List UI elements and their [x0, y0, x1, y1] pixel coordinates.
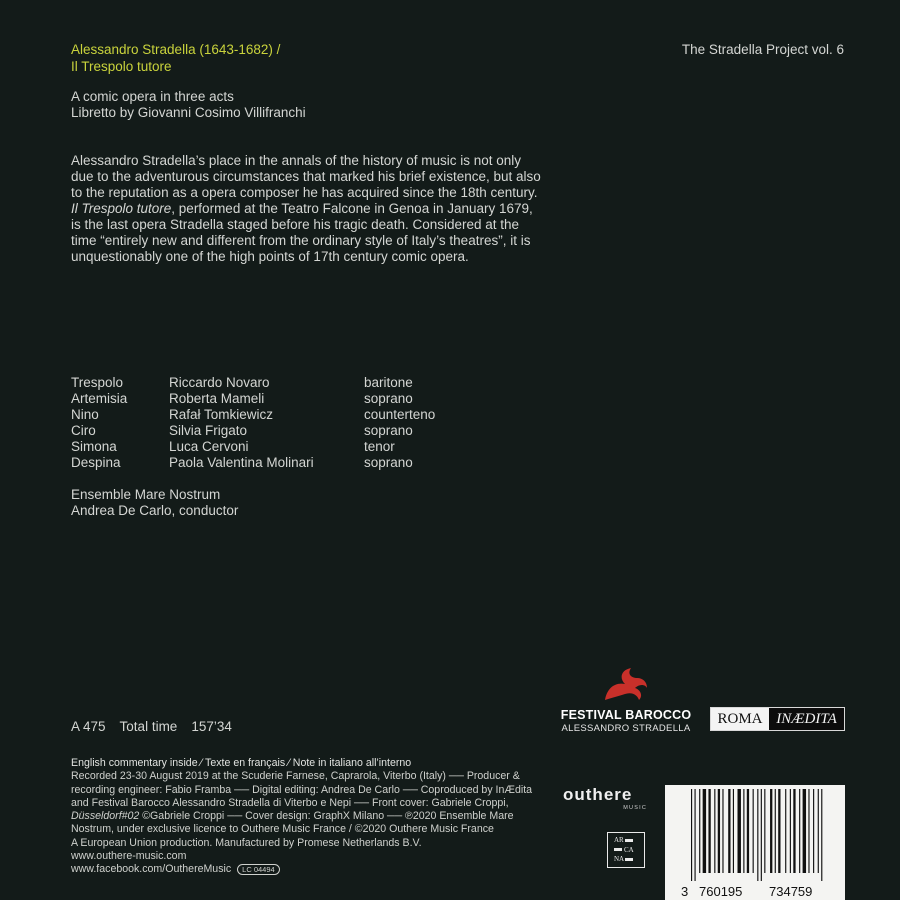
cast-list	[71, 375, 491, 471]
cast-role: Trespolo	[71, 375, 124, 390]
cast-voice: tenor	[364, 439, 395, 454]
barcode-bar	[803, 789, 806, 873]
barcode-group-2: 734759	[769, 884, 813, 899]
festival-flame-icon	[601, 666, 651, 702]
cast-voice: soprano	[364, 455, 413, 470]
arcana-line-1: AR	[614, 836, 644, 846]
project-volume: The Stradella Project vol. 6	[681, 42, 844, 57]
barcode-bar	[743, 789, 744, 873]
outhere-name: outhere	[563, 785, 633, 804]
roma-logo-right: INÆDITA	[769, 708, 844, 730]
cast-row	[71, 375, 491, 391]
barcode-bar	[821, 789, 822, 881]
catalog-number: A 475	[71, 719, 106, 734]
barcode-bars	[665, 785, 845, 900]
cast-row	[71, 407, 491, 423]
outhere-logo	[563, 786, 647, 811]
cast-role: Nino	[71, 407, 99, 422]
cast-singer: Roberta Mameli	[169, 391, 265, 406]
ensemble-name: Ensemble Mare Nostrum	[71, 487, 221, 502]
opera-title: Il Trespolo tutore	[71, 59, 172, 74]
cast-singer: Rafał Tomkiewicz	[169, 407, 274, 422]
total-time-value: 157’34	[191, 719, 232, 734]
barcode-bar	[718, 789, 720, 873]
arcana-line-2: CA	[614, 846, 644, 856]
barcode-bar	[813, 789, 814, 873]
description-italic-title: Il Trespolo tutore	[71, 201, 172, 216]
barcode-bar	[793, 789, 795, 873]
barcode-bar	[799, 789, 800, 873]
cast-voice: soprano	[364, 391, 413, 406]
cast-row	[71, 423, 491, 439]
barcode-bar	[775, 789, 776, 873]
cast-voice: counterteno	[364, 407, 436, 422]
description-part1: Alessandro Stradella’s place in the annals of the history of music is not only due to the adventurous circumstances that marked his brief existence, but also to the reputation as a opera composer he has acquired since the 18th century.	[71, 153, 541, 200]
credits-text-2: ©Gabriele Croppi ── Cover design: GraphX Milano ── ℗2020 Ensemble Mare Nostrum, under exclusive licence to Outhere Music France / ©2020 Outhere Music France	[71, 810, 514, 836]
cast-singer: Riccardo Novaro	[169, 375, 270, 390]
cover-artwork-title: Düsseldorf#02	[71, 810, 140, 823]
ensemble-block	[71, 487, 238, 519]
release-info	[71, 719, 246, 735]
barcode-bar	[757, 789, 758, 881]
cast-voice: baritone	[364, 375, 413, 390]
barcode-bar	[703, 789, 706, 873]
barcode-bar	[714, 789, 715, 873]
label-code-badge: LC 04494	[237, 864, 280, 875]
eu-production-note: A European Union production. Manufactured by Promese Netherlands B.V.	[71, 836, 422, 849]
barcode-bar	[790, 789, 791, 873]
album-title-block	[71, 41, 280, 75]
description-part2: , performed at the Teatro Falcone in Genoa in January 1679, is the last opera Stradella staged before his tragic death. Considered at the time “entirely new and different from the ordinary style of Italy’s theatres”, it is unquestionably one of the high points of 17th century comic opera.	[71, 201, 533, 264]
festival-barocco-logo	[556, 666, 696, 734]
arcana-logo	[607, 832, 645, 868]
arcana-dash	[625, 858, 633, 861]
festival-name: FESTIVAL BAROCCO	[560, 708, 692, 722]
barcode-bar	[708, 789, 710, 873]
barcode-bar	[722, 789, 723, 873]
barcode-bar	[753, 789, 754, 873]
arcana-dash	[614, 848, 622, 851]
festival-subtitle: ALESSANDRO STRADELLA	[561, 723, 691, 734]
cast-row	[71, 391, 491, 407]
barcode-bar	[808, 789, 809, 873]
arcana-line-3: NA	[614, 855, 644, 865]
cast-role: Despina	[71, 455, 121, 470]
barcode-bar	[761, 789, 762, 881]
website-link[interactable]: www.outhere-music.com	[71, 850, 187, 863]
cast-singer: Silvia Frigato	[169, 423, 248, 438]
cast-role: Simona	[71, 439, 117, 454]
production-credits	[71, 770, 546, 836]
barcode-bar	[747, 789, 749, 873]
barcode-bar	[770, 789, 772, 873]
barcode-bar	[728, 789, 730, 873]
barcode-group-1: 760195	[699, 884, 743, 899]
roma-inaedita-logo	[710, 707, 845, 731]
subtitle-block	[71, 89, 306, 121]
barcode-bar	[764, 789, 765, 873]
barcode-bar	[778, 789, 780, 873]
facebook-link[interactable]: www.facebook.com/OuthereMusic	[71, 863, 232, 876]
arcana-dash	[625, 839, 633, 842]
total-time-label: Total time	[119, 719, 178, 734]
conductor: Andrea De Carlo, conductor	[71, 503, 239, 518]
credits-text-1: Recorded 23-30 August 2019 at the Scuderie Farnese, Caprarola, Viterbo (Italy) ── Producer & recording engineer: Fabio Framba ── Digital editing: Andrea De Carlo ── Coproduced by InÆdita and Festival Barocco Alessandro Stradella di Viterbo e Nepi ── Front cover: Gabriele Croppi,	[71, 770, 533, 809]
composer-line: Alessandro Stradella (1643-1682) /	[71, 42, 281, 57]
librettist: Libretto by Giovanni Cosimo Villifranchi	[71, 105, 306, 120]
festival-flame-shape	[605, 668, 647, 700]
language-note: English commentary inside ⁄ Texte en français ⁄ Note in italiano all’interno	[71, 757, 412, 769]
roma-logo-left: ROMA	[711, 708, 769, 730]
barcode-bar	[699, 789, 700, 873]
opera-genre: A comic opera in three acts	[71, 89, 234, 104]
barcode-bar	[738, 789, 741, 873]
cast-role: Artemisia	[71, 391, 128, 406]
barcode-bar	[785, 789, 786, 873]
description-paragraph	[71, 153, 541, 265]
barcode-digit-first: 3	[681, 884, 689, 899]
barcode-bar	[691, 789, 692, 881]
cast-role: Ciro	[71, 423, 96, 438]
barcode	[665, 785, 845, 900]
barcode-bar	[818, 789, 819, 873]
facebook-link-row	[71, 863, 546, 876]
barcode-bar	[695, 789, 696, 881]
cast-row	[71, 439, 491, 455]
cast-singer: Paola Valentina Molinari	[169, 455, 314, 470]
barcode-bar	[733, 789, 734, 873]
credits-block	[71, 757, 546, 877]
cast-voice: soprano	[364, 423, 413, 438]
outhere-music: MUSIC	[623, 805, 647, 811]
cast-row	[71, 455, 491, 471]
cast-singer: Luca Cervoni	[169, 439, 249, 454]
